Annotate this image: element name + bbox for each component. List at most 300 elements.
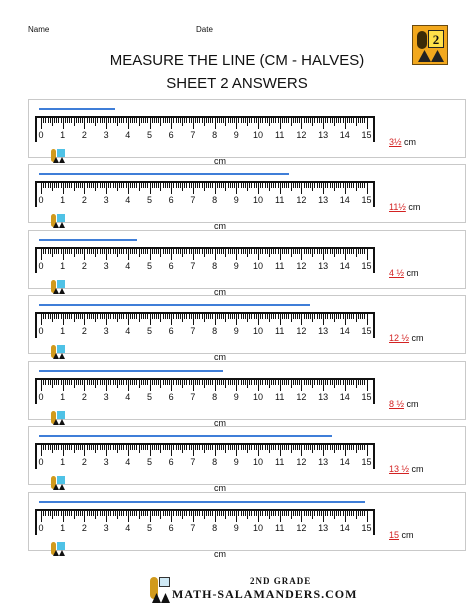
ruler-tick bbox=[141, 511, 142, 516]
ruler-tick bbox=[251, 380, 252, 385]
ruler-tick bbox=[134, 118, 135, 123]
ruler-tick bbox=[76, 118, 77, 123]
ruler-tick bbox=[80, 511, 81, 516]
ruler-tick bbox=[334, 118, 335, 126]
ruler-tick bbox=[325, 249, 326, 254]
ruler-tick bbox=[299, 249, 300, 254]
ruler-tick bbox=[102, 118, 103, 123]
ruler-tick bbox=[334, 314, 335, 322]
ruler-tick bbox=[130, 249, 131, 254]
ruler-tick bbox=[202, 249, 203, 254]
ruler-tick bbox=[212, 183, 213, 188]
ruler-tick bbox=[100, 380, 101, 385]
ruler-tick bbox=[61, 511, 62, 516]
measure-line bbox=[39, 501, 365, 503]
ruler-tick bbox=[299, 380, 300, 385]
ruler-tick bbox=[160, 445, 161, 453]
ruler-tick bbox=[199, 249, 200, 254]
ruler-tick bbox=[89, 118, 90, 123]
ruler-tick bbox=[110, 118, 111, 123]
ruler-tick bbox=[230, 445, 231, 450]
ruler-tick bbox=[215, 183, 216, 194]
ruler-number: 5 bbox=[146, 523, 152, 533]
ruler-tick bbox=[171, 380, 172, 391]
ruler-tick bbox=[173, 183, 174, 188]
ruler-tick bbox=[299, 511, 300, 516]
ruler-tick bbox=[182, 118, 183, 126]
ruler-tick bbox=[301, 249, 302, 260]
ruler-tick bbox=[71, 183, 72, 188]
ruler-tick bbox=[45, 249, 46, 254]
ruler-tick bbox=[145, 118, 146, 123]
ruler-number: 2 bbox=[81, 195, 87, 205]
ruler-tick bbox=[219, 445, 220, 450]
ruler-number: 9 bbox=[233, 261, 239, 271]
ruler-tick bbox=[245, 249, 246, 254]
ruler-tick bbox=[199, 380, 200, 385]
ruler-tick bbox=[136, 511, 137, 516]
ruler-tick bbox=[95, 314, 96, 322]
ruler-tick bbox=[128, 249, 129, 260]
ruler-tick bbox=[210, 314, 211, 319]
ruler-tick bbox=[132, 183, 133, 188]
ruler-tick bbox=[76, 380, 77, 385]
ruler-tick bbox=[288, 445, 289, 450]
ruler-tick bbox=[186, 445, 187, 450]
ruler bbox=[35, 116, 375, 166]
ruler-tick bbox=[189, 511, 190, 516]
ruler-tick bbox=[156, 314, 157, 319]
ruler-tick bbox=[269, 249, 270, 257]
ruler-tick bbox=[225, 183, 226, 191]
ruler-tick bbox=[306, 380, 307, 385]
ruler-tick bbox=[178, 314, 179, 319]
ruler-tick bbox=[258, 249, 259, 260]
ruler-tick bbox=[306, 445, 307, 450]
ruler-tick bbox=[358, 183, 359, 188]
ruler-tick bbox=[115, 314, 116, 319]
salamander-icon bbox=[51, 214, 65, 228]
ruler-tick bbox=[217, 118, 218, 123]
ruler-tick bbox=[139, 511, 140, 519]
ruler-tick bbox=[265, 314, 266, 319]
ruler-tick bbox=[353, 511, 354, 516]
ruler-tick bbox=[50, 183, 51, 188]
ruler-tick bbox=[193, 445, 194, 456]
ruler-tick bbox=[364, 314, 365, 319]
ruler-tick bbox=[362, 249, 363, 254]
ruler-tick bbox=[293, 314, 294, 319]
ruler-tick bbox=[353, 380, 354, 385]
ruler-tick bbox=[223, 445, 224, 450]
ruler-tick bbox=[108, 445, 109, 450]
ruler-tick bbox=[41, 118, 42, 129]
ruler-number: 5 bbox=[146, 261, 152, 271]
ruler-tick bbox=[154, 183, 155, 188]
exercise-card bbox=[28, 99, 466, 166]
ruler-tick bbox=[160, 314, 161, 322]
ruler-tick bbox=[136, 118, 137, 123]
ruler-tick bbox=[210, 249, 211, 254]
ruler-tick bbox=[282, 183, 283, 188]
ruler-tick bbox=[273, 314, 274, 319]
ruler-tick bbox=[286, 445, 287, 450]
answer-value: 12 ½ bbox=[389, 333, 410, 343]
ruler-tick bbox=[353, 183, 354, 188]
ruler-tick bbox=[262, 314, 263, 319]
ruler-tick bbox=[251, 183, 252, 188]
ruler-tick bbox=[54, 249, 55, 254]
ruler-number: 7 bbox=[190, 130, 196, 140]
ruler-tick bbox=[74, 314, 75, 322]
footer-brand bbox=[150, 575, 365, 605]
ruler-tick bbox=[258, 314, 259, 325]
answer-value: 3½ bbox=[389, 137, 402, 147]
ruler-tick bbox=[332, 511, 333, 516]
ruler-tick bbox=[301, 118, 302, 129]
ruler-tick bbox=[228, 183, 229, 188]
ruler-tick bbox=[171, 511, 172, 522]
ruler-tick bbox=[82, 249, 83, 254]
ruler-tick bbox=[80, 314, 81, 319]
ruler-tick bbox=[308, 511, 309, 516]
ruler-tick bbox=[225, 380, 226, 388]
ruler-tick bbox=[100, 183, 101, 188]
ruler-tick bbox=[293, 380, 294, 385]
ruler-number: 1 bbox=[60, 392, 66, 402]
ruler-tick bbox=[338, 380, 339, 385]
ruler-tick bbox=[358, 380, 359, 385]
ruler-tick bbox=[97, 445, 98, 450]
salamander-icon bbox=[417, 31, 427, 49]
ruler-tick bbox=[143, 445, 144, 450]
ruler-number: 1 bbox=[60, 457, 66, 467]
ruler-tick bbox=[327, 445, 328, 450]
ruler-tick bbox=[301, 314, 302, 325]
ruler-tick bbox=[100, 314, 101, 319]
ruler-tick bbox=[260, 249, 261, 254]
ruler-tick bbox=[321, 445, 322, 450]
ruler-tick bbox=[323, 118, 324, 129]
ruler-tick bbox=[358, 314, 359, 319]
ruler-number: 7 bbox=[190, 195, 196, 205]
ruler-tick bbox=[338, 445, 339, 450]
ruler-tick bbox=[215, 445, 216, 456]
ruler-tick bbox=[95, 183, 96, 191]
ruler-tick bbox=[312, 380, 313, 388]
ruler-tick bbox=[43, 314, 44, 319]
ruler-tick bbox=[108, 183, 109, 188]
ruler-tick bbox=[265, 249, 266, 254]
ruler-tick bbox=[228, 511, 229, 516]
ruler-tick bbox=[113, 118, 114, 123]
ruler-tick bbox=[58, 314, 59, 319]
ruler-tick bbox=[353, 118, 354, 123]
ruler-tick bbox=[275, 380, 276, 385]
ruler-tick bbox=[284, 511, 285, 516]
ruler-tick bbox=[291, 249, 292, 257]
ruler-tick bbox=[351, 183, 352, 188]
ruler-tick bbox=[249, 314, 250, 319]
ruler-tick bbox=[247, 380, 248, 388]
ruler-tick bbox=[217, 183, 218, 188]
ruler-tick bbox=[173, 511, 174, 516]
ruler-tick bbox=[150, 380, 151, 391]
ruler-tick bbox=[143, 183, 144, 188]
ruler-tick bbox=[258, 380, 259, 391]
ruler-tick bbox=[56, 511, 57, 516]
ruler-tick bbox=[180, 445, 181, 450]
ruler-tick bbox=[71, 445, 72, 450]
ruler-tick bbox=[104, 445, 105, 450]
answer-value: 15 bbox=[389, 530, 400, 540]
ruler-tick bbox=[63, 511, 64, 522]
ruler-tick bbox=[215, 314, 216, 325]
answer-value: 13 ½ bbox=[389, 464, 410, 474]
ruler-tick bbox=[197, 249, 198, 254]
ruler-tick bbox=[110, 445, 111, 450]
ruler-tick bbox=[234, 511, 235, 516]
ruler-tick bbox=[260, 314, 261, 319]
ruler-tick bbox=[356, 118, 357, 126]
ruler-tick bbox=[243, 511, 244, 516]
ruler-tick bbox=[236, 249, 237, 260]
ruler-tick bbox=[119, 380, 120, 385]
ruler-tick bbox=[314, 314, 315, 319]
ruler-tick bbox=[115, 511, 116, 516]
ruler-tick bbox=[317, 118, 318, 123]
ruler-tick bbox=[186, 380, 187, 385]
ruler-tick bbox=[262, 118, 263, 123]
ruler-tick bbox=[152, 380, 153, 385]
ruler-tick bbox=[308, 118, 309, 123]
ruler-tick bbox=[278, 249, 279, 254]
ruler-tick bbox=[254, 118, 255, 123]
ruler-tick bbox=[267, 249, 268, 254]
ruler-tick bbox=[89, 314, 90, 319]
ruler-tick bbox=[169, 380, 170, 385]
ruler-tick bbox=[128, 511, 129, 522]
ruler-number: 10 bbox=[252, 326, 263, 336]
ruler-tick bbox=[126, 183, 127, 188]
ruler-tick bbox=[295, 445, 296, 450]
ruler-tick bbox=[195, 314, 196, 319]
ruler-tick bbox=[206, 183, 207, 188]
ruler-tick bbox=[186, 183, 187, 188]
ruler-tick bbox=[332, 183, 333, 188]
ruler-tick bbox=[58, 118, 59, 123]
ruler-tick bbox=[249, 183, 250, 188]
ruler-tick bbox=[295, 511, 296, 516]
ruler-tick bbox=[176, 249, 177, 254]
ruler-tick bbox=[97, 511, 98, 516]
ruler-number: 1 bbox=[60, 326, 66, 336]
ruler-number: 10 bbox=[252, 195, 263, 205]
ruler-tick bbox=[123, 511, 124, 516]
ruler-tick bbox=[230, 249, 231, 254]
ruler-tick bbox=[330, 445, 331, 450]
ruler-tick bbox=[173, 445, 174, 450]
ruler-tick bbox=[351, 511, 352, 516]
ruler-tick bbox=[215, 380, 216, 391]
ruler-tick bbox=[171, 445, 172, 456]
ruler-tick bbox=[134, 445, 135, 450]
ruler-tick bbox=[223, 118, 224, 123]
ruler-tick bbox=[158, 314, 159, 319]
ruler-tick bbox=[45, 183, 46, 188]
ruler-number: 5 bbox=[146, 326, 152, 336]
ruler-tick bbox=[247, 445, 248, 453]
ruler-tick bbox=[275, 445, 276, 450]
answer bbox=[389, 268, 419, 278]
ruler-tick bbox=[310, 511, 311, 516]
ruler-tick bbox=[89, 249, 90, 254]
ruler-tick bbox=[189, 380, 190, 385]
ruler-number: 2 bbox=[81, 130, 87, 140]
ruler-tick bbox=[228, 445, 229, 450]
ruler-tick bbox=[71, 314, 72, 319]
ruler-number: 11 bbox=[275, 392, 285, 402]
ruler-tick bbox=[295, 249, 296, 254]
ruler-tick bbox=[304, 314, 305, 319]
ruler-number: 3 bbox=[103, 130, 109, 140]
ruler-tick bbox=[50, 380, 51, 385]
ruler-tick bbox=[330, 380, 331, 385]
ruler-tick bbox=[158, 249, 159, 254]
ruler-tick bbox=[45, 380, 46, 385]
ruler-tick bbox=[80, 380, 81, 385]
ruler-number: 10 bbox=[252, 130, 263, 140]
ruler-number: 0 bbox=[38, 261, 44, 271]
ruler-tick bbox=[145, 445, 146, 450]
ruler-tick bbox=[41, 183, 42, 194]
exercise-card bbox=[28, 361, 466, 428]
ruler-tick bbox=[160, 380, 161, 388]
ruler-tick bbox=[234, 118, 235, 123]
ruler-tick bbox=[343, 118, 344, 123]
ruler-tick bbox=[121, 118, 122, 123]
ruler-tick bbox=[121, 511, 122, 516]
ruler-tick bbox=[158, 380, 159, 385]
ruler-tick bbox=[282, 314, 283, 319]
answer-unit: cm bbox=[401, 530, 414, 540]
ruler-tick bbox=[314, 380, 315, 385]
ruler-tick bbox=[113, 511, 114, 516]
ruler-tick bbox=[332, 314, 333, 319]
ruler-tick bbox=[171, 118, 172, 129]
ruler-number: 8 bbox=[212, 261, 218, 271]
ruler-tick bbox=[147, 314, 148, 319]
ruler-tick bbox=[100, 249, 101, 254]
ruler-tick bbox=[336, 183, 337, 188]
ruler-tick bbox=[349, 445, 350, 450]
ruler-tick bbox=[291, 445, 292, 453]
ruler-tick bbox=[297, 380, 298, 385]
ruler-tick bbox=[193, 118, 194, 129]
ruler-number: 3 bbox=[103, 261, 109, 271]
ruler-tick bbox=[286, 314, 287, 319]
ruler-tick bbox=[351, 445, 352, 450]
ruler-tick bbox=[267, 511, 268, 516]
ruler-tick bbox=[106, 249, 107, 260]
ruler-tick bbox=[139, 445, 140, 453]
ruler-tick bbox=[93, 183, 94, 188]
ruler-tick bbox=[191, 445, 192, 450]
ruler-tick bbox=[69, 511, 70, 516]
ruler-tick bbox=[338, 314, 339, 319]
ruler-tick bbox=[319, 380, 320, 385]
ruler-tick bbox=[362, 511, 363, 516]
ruler-tick bbox=[160, 118, 161, 126]
ruler-number: 4 bbox=[125, 261, 131, 271]
ruler-tick bbox=[284, 183, 285, 188]
answer bbox=[389, 530, 414, 540]
ruler-tick bbox=[141, 183, 142, 188]
ruler-tick bbox=[367, 183, 368, 194]
ruler-tick bbox=[280, 118, 281, 129]
ruler-tick bbox=[128, 380, 129, 391]
ruler-tick bbox=[232, 380, 233, 385]
salamander-icon bbox=[51, 411, 65, 425]
ruler-tick bbox=[364, 380, 365, 385]
ruler-tick bbox=[238, 511, 239, 516]
ruler-tick bbox=[48, 183, 49, 188]
ruler-tick bbox=[126, 118, 127, 123]
ruler-tick bbox=[340, 183, 341, 188]
ruler-tick bbox=[117, 183, 118, 191]
ruler-tick bbox=[56, 118, 57, 123]
ruler-tick bbox=[119, 249, 120, 254]
ruler-number: 13 bbox=[318, 195, 329, 205]
exercise-card bbox=[28, 164, 466, 231]
ruler-tick bbox=[360, 183, 361, 188]
ruler-number: 0 bbox=[38, 457, 44, 467]
ruler-tick bbox=[69, 380, 70, 385]
ruler-tick bbox=[50, 511, 51, 516]
ruler-tick bbox=[147, 511, 148, 516]
ruler-tick bbox=[367, 445, 368, 456]
ruler-number: 15 bbox=[361, 261, 372, 271]
ruler-number: 14 bbox=[339, 392, 350, 402]
ruler-tick bbox=[223, 511, 224, 516]
ruler-tick bbox=[212, 511, 213, 516]
ruler-tick bbox=[234, 380, 235, 385]
ruler-tick bbox=[221, 118, 222, 123]
ruler-tick bbox=[317, 314, 318, 319]
ruler-tick bbox=[327, 249, 328, 254]
ruler-tick bbox=[343, 183, 344, 188]
ruler-number: 13 bbox=[318, 457, 329, 467]
ruler-tick bbox=[269, 511, 270, 519]
ruler-tick bbox=[286, 380, 287, 385]
ruler-tick bbox=[219, 380, 220, 385]
ruler-tick bbox=[288, 380, 289, 385]
ruler-tick bbox=[325, 380, 326, 385]
ruler-tick bbox=[286, 249, 287, 254]
ruler-tick bbox=[204, 314, 205, 322]
ruler-tick bbox=[126, 380, 127, 385]
ruler-number: 0 bbox=[38, 326, 44, 336]
ruler-tick bbox=[243, 445, 244, 450]
measure-line bbox=[39, 304, 310, 306]
ruler-tick bbox=[106, 511, 107, 522]
ruler-tick bbox=[288, 118, 289, 123]
ruler-tick bbox=[238, 118, 239, 123]
ruler-tick bbox=[247, 183, 248, 191]
answer-unit: cm bbox=[406, 399, 419, 409]
ruler-tick bbox=[245, 183, 246, 188]
ruler-tick bbox=[301, 445, 302, 456]
